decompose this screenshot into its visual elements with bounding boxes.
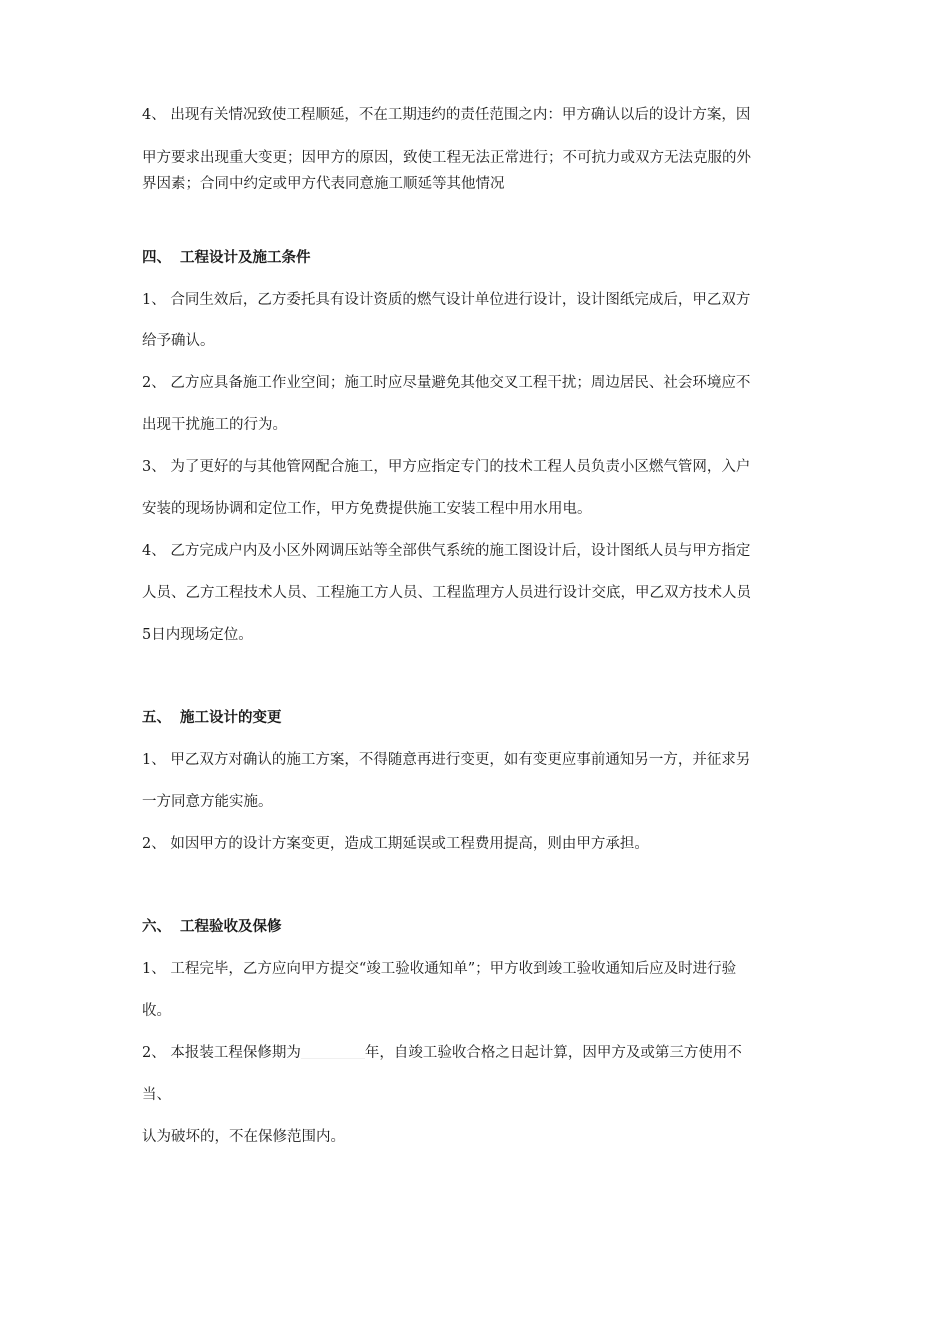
paragraph-line: 4、 出现有关情况致使工程顺延，不在工期违约的责任范围之内：甲方确认以后的设计方案，因 bbox=[142, 107, 751, 123]
warranty-years-blank bbox=[301, 1044, 365, 1059]
section-heading-6 bbox=[142, 917, 822, 937]
warranty-text-before: 2、 本报装工程保修期为 bbox=[142, 1045, 301, 1061]
section-number: 四、 bbox=[142, 250, 171, 266]
section-title: 施工设计的变更 bbox=[180, 710, 282, 726]
paragraph-line: 1、 甲乙双方对确认的施工方案，不得随意再进行变更，如有变更应事前通知另一方，并征求另 bbox=[142, 752, 751, 768]
paragraph-line: 当、 bbox=[142, 1087, 171, 1103]
paragraph-line bbox=[142, 1043, 822, 1063]
paragraph-line: 出现干扰施工的行为。 bbox=[142, 417, 287, 433]
warranty-text-after: 年，自竣工验收合格之日起计算，因甲方及或第三方使用不 bbox=[364, 1045, 742, 1061]
paragraph-line: 2、 乙方应具备施工作业空间；施工时应尽量避免其他交叉工程干扰；周边居民、社会环境应不 bbox=[142, 375, 751, 391]
paragraph-line: 人员、乙方工程技术人员、工程施工方人员、工程监理方人员进行设计交底，甲乙双方技术人员 bbox=[142, 585, 751, 601]
section-number: 五、 bbox=[142, 710, 171, 726]
paragraph-line: 安装的现场协调和定位工作，甲方免费提供施工安装工程中用水用电。 bbox=[142, 501, 592, 517]
paragraph-line: 2、 如因甲方的设计方案变更，造成工期延误或工程费用提高，则由甲方承担。 bbox=[142, 836, 649, 852]
paragraph-line: 4、 乙方完成户内及小区外网调压站等全部供气系统的施工图设计后，设计图纸人员与甲方指定 bbox=[142, 543, 751, 559]
paragraph-line: 甲方要求出现重大变更；因甲方的原因，致使工程无法正常进行；不可抗力或双方无法克服的外 bbox=[142, 150, 751, 166]
paragraph-line: 认为破坏的，不在保修范围内。 bbox=[142, 1129, 345, 1145]
paragraph-line: 界因素；合同中约定或甲方代表同意施工顺延等其他情况 bbox=[142, 176, 505, 192]
paragraph-line: 1、 合同生效后，乙方委托具有设计资质的燃气设计单位进行设计，设计图纸完成后，甲乙双方 bbox=[142, 292, 751, 308]
section-heading-5 bbox=[142, 708, 822, 728]
paragraph-line: 给予确认。 bbox=[142, 333, 215, 349]
section-heading-4 bbox=[142, 248, 822, 268]
section-title: 工程验收及保修 bbox=[180, 919, 282, 935]
section-title: 工程设计及施工条件 bbox=[180, 250, 311, 266]
paragraph-line: 1、 工程完毕，乙方应向甲方提交“竣工验收通知单”；甲方收到竣工验收通知后应及时进行验 bbox=[142, 961, 737, 977]
paragraph-line: 收。 bbox=[142, 1003, 171, 1019]
section-number: 六、 bbox=[142, 919, 171, 935]
paragraph-line: 5日内现场定位。 bbox=[142, 627, 253, 643]
paragraph-line: 3、 为了更好的与其他管网配合施工，甲方应指定专门的技术工程人员负责小区燃气管网，入户 bbox=[142, 459, 751, 475]
paragraph-line: 一方同意方能实施。 bbox=[142, 794, 273, 810]
